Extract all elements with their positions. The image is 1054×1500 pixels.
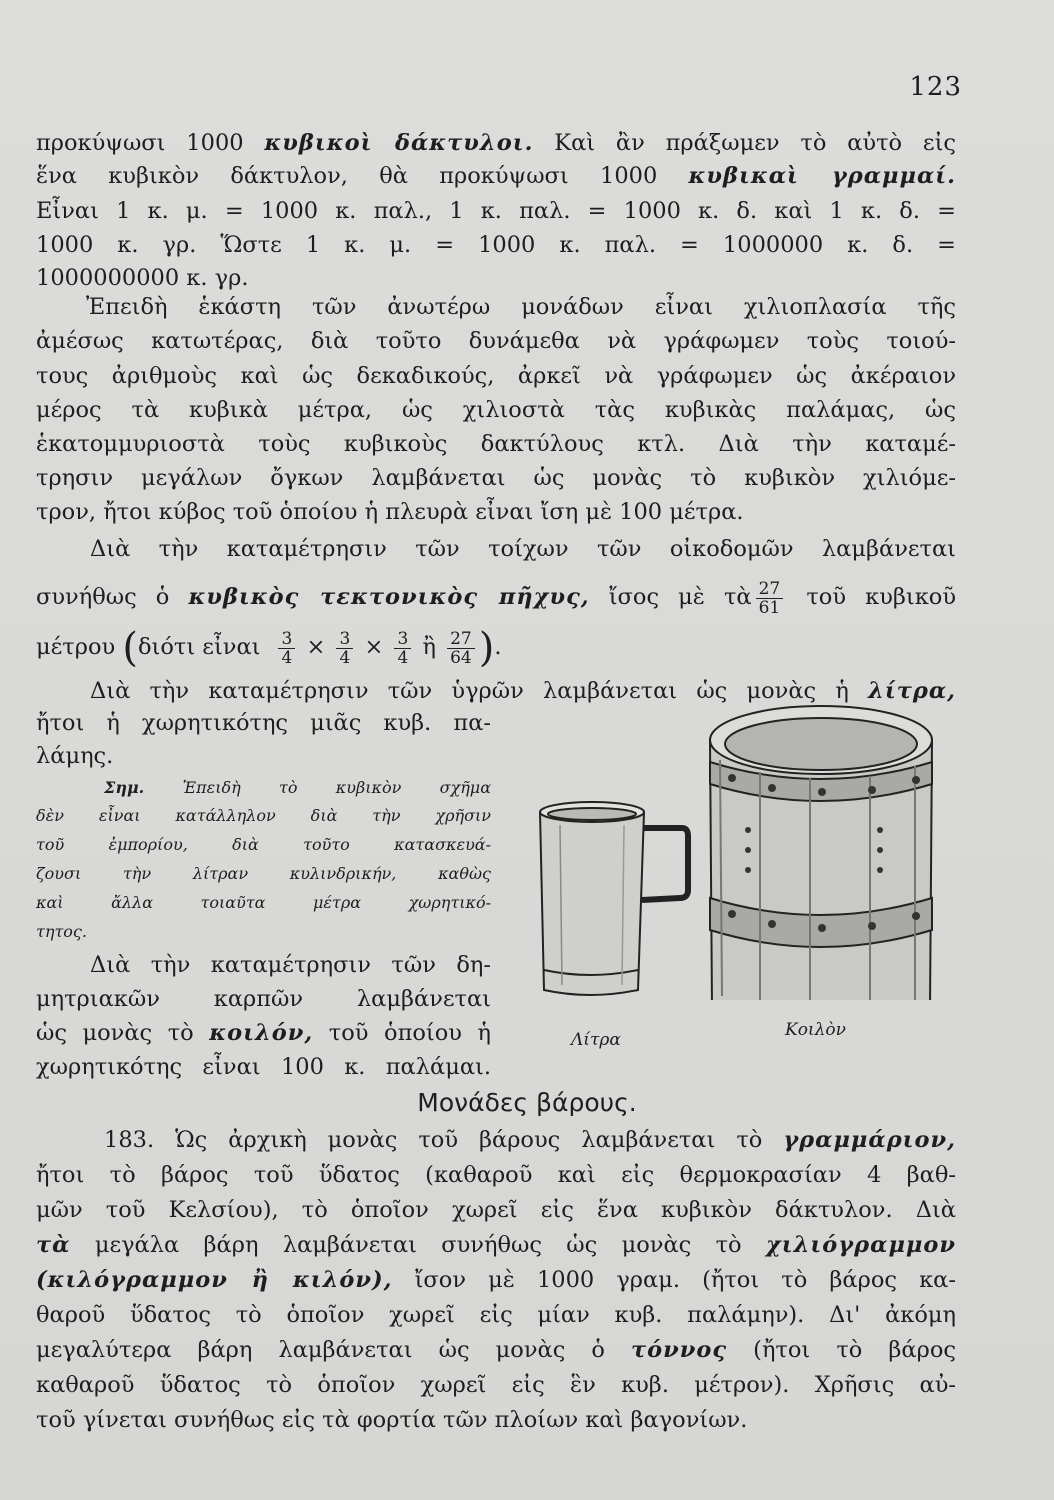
caption-litra: Λίτρα (571, 1030, 621, 1050)
note-line: τητος. (36, 922, 87, 941)
bold-term: κυβικαὶ γραμμαί. (688, 163, 956, 189)
text-line (36, 1230, 956, 1261)
text-line: Εἶναι 1 κ. μ. = 1000 κ. παλ., 1 κ. παλ. = 1000 κ. δ. καὶ 1 κ. δ. = (36, 198, 956, 224)
text-span: μέτρου (36, 634, 116, 660)
fraction (336, 630, 353, 667)
text-line (36, 161, 956, 192)
text-line (36, 1265, 956, 1296)
denominator: 4 (281, 647, 293, 668)
denominator: 64 (450, 647, 472, 668)
text-line: ἤτοι ἡ χωρητικότης μιᾶς κυβ. πα- (36, 710, 491, 736)
text-span: ὡς μονὰς τὸ (36, 1020, 210, 1046)
page-number: 123 (909, 72, 962, 102)
note-line: τοῦ ἐμπορίου, διὰ τοῦτο κατασκευά- (36, 835, 491, 854)
text-span: συνήθως ὁ (36, 584, 189, 610)
text-span: Καὶ ἂν πράξωμεν τὸ αὐτὸ εἰς (533, 130, 956, 156)
text-line (104, 1125, 956, 1156)
text-line: μητριακῶν καρπῶν λαμβάνεται (36, 986, 491, 1012)
text-span: ἢ (422, 634, 436, 660)
note-line: ζουσι τὴν λίτραν κυλινδρικήν, καθὼς (36, 864, 491, 883)
text-span: 183. Ὡς ἀρχικὴ μονὰς τοῦ βάρους λαμβάνεται τὸ (104, 1127, 784, 1153)
litra-mug-illustration (540, 802, 688, 995)
text-line: ἀμέσως κατωτέρας, διὰ τοῦτο δυνάμεθα νὰ γράφωμεν τοὺς τοιού- (36, 328, 956, 354)
formula-line: μέτρου (διότι εἶναι $\frac{3}{4}$ × $\frac{3}{4}$ × $\frac{3}{4}$ ἢ $\frac{27}{64}$ ). (36, 625, 502, 671)
denominator: 61 (758, 597, 781, 618)
denominator: 4 (339, 647, 351, 668)
text-span: ἴσον μὲ 1000 γραμ. (ἤτοι τὸ βάρος κα- (392, 1267, 956, 1293)
text-line: τρησιν μεγάλων ὄγκων λαμβάνεται ὡς μονὰς τὸ κυβικὸν χιλιόμε- (36, 465, 956, 491)
bold-term: κυβικοὶ δάκτυλοι. (264, 130, 534, 156)
bold-term: τὰ (36, 1232, 71, 1258)
caption-koilon: Κοιλὸν (785, 1020, 846, 1040)
koilon-barrel-illustration (710, 706, 932, 1000)
text-line: τοῦ γίνεται συνήθως εἰς τὰ φορτία τῶν πλοίων καὶ βαγονίων. (36, 1407, 748, 1433)
bold-term: χιλιόγραμμον (765, 1232, 956, 1258)
bold-term: γραμμάριον, (783, 1127, 956, 1153)
text-line: μέρος τὰ κυβικὰ μέτρα, ὡς χιλιοστὰ τὰς κυβικὰς παλάμας, ὡς (36, 397, 956, 423)
fraction (756, 580, 784, 617)
text-line: λάμης. (36, 743, 114, 769)
text-line: ἤτοι τὸ βάρος τοῦ ὕδατος (καθαροῦ καὶ εἰς θερμοκρασίαν 4 βαθ- (36, 1162, 956, 1188)
section-heading: Μονάδες βάρους. (417, 1088, 637, 1117)
close-paren: ) (478, 625, 495, 671)
text-span: μεγαλύτερα βάρη λαμβάνεται ὡς μονὰς ὁ (36, 1337, 632, 1363)
text-line: 1000000000 κ. γρ. (36, 265, 249, 291)
text-span: τοῦ κυβικοῦ (787, 584, 956, 610)
text-line: μῶν τοῦ Κελσίου), τὸ ὁποῖον χωρεῖ εἰς ἕνα κυβικὸν δάκτυλον. Διὰ (36, 1197, 956, 1223)
bold-term: τόννος (631, 1337, 728, 1363)
bold-term: (κιλόγραμμον ἢ κιλόν), (36, 1267, 393, 1293)
note-line: καὶ ἄλλα τοιαῦτα μέτρα χωρητικό- (36, 893, 491, 912)
text-line: Διὰ τὴν καταμέτρησιν τῶν τοίχων τῶν οἰκοδομῶν λαμβάνεται (90, 536, 956, 562)
numerator: 3 (394, 630, 411, 649)
text-line: τους ἀριθμοὺς καὶ ὡς δεκαδικούς, ἀρκεῖ νὰ γράφωμεν ὡς ἀκέραιον (36, 363, 956, 389)
denominator: 4 (397, 647, 409, 668)
numerator: 27 (447, 630, 475, 649)
fraction (278, 630, 295, 667)
fraction (447, 630, 475, 667)
note-line: δὲν εἶναι κατάλληλον διὰ τὴν χρῆσιν (36, 806, 491, 825)
text-line (36, 128, 956, 159)
text-span: μεγάλα βάρη λαμβάνεται συνήθως ὡς μονὰς τὸ (70, 1232, 766, 1258)
open-paren: ( (122, 625, 138, 671)
text-span: Διὰ τὴν καταμέτρησιν τῶν ὑγρῶν λαμβάνεται ὡς μονὰς ἡ (90, 678, 869, 704)
text-line: τρον, ἤτοι κύβος τοῦ ὁποίου ἡ πλευρὰ εἶναι ἴση μὲ 100 μέτρα. (36, 499, 744, 525)
text-line (36, 574, 956, 620)
text-line: Ἐπειδὴ ἑκάστη τῶν ἀνωτέρω μονάδων εἶναι χιλιοπλασία τῆς (86, 294, 956, 320)
text-line: θαροῦ ὕδατος τὸ ὁποῖον χωρεῖ εἰς μίαν κυβ. παλάμην). Δι' ἀκόμη (36, 1302, 956, 1328)
text-span: (ἤτοι τὸ βάρος (727, 1337, 956, 1363)
text-line: χωρητικότης εἶναι 100 κ. παλάμαι. (36, 1054, 491, 1080)
text-span: διότι εἶναι (137, 634, 261, 660)
text-span: προκύψωσι 1000 (36, 130, 265, 156)
bold-term: κοιλόν, (209, 1020, 314, 1046)
text-line: ἑκατομμυριοστὰ τοὺς κυβικοὺς δακτύλους κτλ. Διὰ τὴν καταμέ- (36, 431, 956, 457)
text-span: ἕνα κυβικὸν δάκτυλον, θὰ προκύψωσι 1000 (36, 163, 689, 189)
text-span: τοῦ ὁποίου ἡ (313, 1020, 491, 1046)
fraction (394, 630, 411, 667)
bold-term: λίτρα, (868, 678, 956, 704)
text-span: Ἐπειδὴ τὸ κυβικὸν σχῆμα (144, 778, 491, 797)
note-label: Σημ. (104, 778, 145, 797)
text-span: ἴσος μὲ τὰ (589, 584, 752, 610)
numerator: 27 (756, 580, 784, 599)
numerator: 3 (336, 630, 353, 649)
bold-term: κυβικὸς τεκτονικὸς πῆχυς, (188, 584, 590, 610)
text-line: καθαροῦ ὕδατος τὸ ὁποῖον χωρεῖ εἰς ἓν κυβ. μέτρον). Χρῆσις αὐ- (36, 1372, 956, 1398)
note-line (104, 776, 491, 799)
text-line: Διὰ τὴν καταμέτρησιν τῶν δη- (90, 952, 491, 978)
text-line (36, 1018, 491, 1049)
measures-illustration (520, 700, 950, 1000)
text-line: 1000 κ. γρ. Ὥστε 1 κ. μ. = 1000 κ. παλ. = 1000000 κ. δ. = (36, 232, 956, 258)
numerator: 3 (278, 630, 295, 649)
text-line (36, 1335, 956, 1366)
